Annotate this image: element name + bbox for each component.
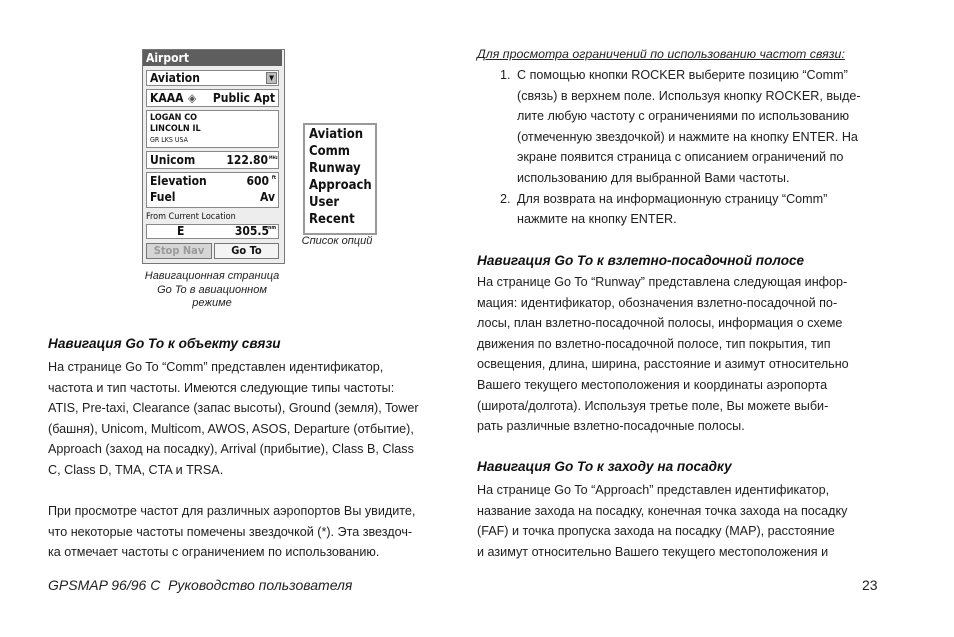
caption-line: Go To в авиационном bbox=[157, 283, 267, 296]
gps-distance-value: 305.5 bbox=[234, 224, 269, 238]
text-line: На странице Go To “Approach” представлен идентификатор, bbox=[477, 483, 830, 497]
text-line: ка отмечает частоты с ограничением по использованию. bbox=[48, 545, 380, 560]
footer-title: GPSMAP 96/96 C Руководство пользователя bbox=[48, 577, 353, 593]
gps-location-line: GR LKS USA bbox=[150, 136, 188, 144]
gps-frequency-unit: MHz bbox=[269, 155, 278, 160]
text-line: мация: идентификатор, обозначения взлетно-посадочной по- bbox=[477, 295, 838, 310]
caption-line: режиме bbox=[192, 297, 232, 309]
text-line: При просмотре частот для различных аэропортов Вы увидите, bbox=[48, 504, 416, 518]
step-number: 2. bbox=[500, 191, 511, 206]
text-line: С помощью кнопки ROCKER выберите позицию “Comm” bbox=[517, 68, 848, 82]
text-line: (башня), Unicom, Multicom, AWOS, ASOS, Departure (отбытие), bbox=[48, 421, 414, 436]
gps-identifier: KAAA bbox=[150, 91, 184, 105]
text-line: экране появится страница с описанием ограничений по bbox=[517, 150, 844, 165]
text-line: C, Class D, TMA, CTA и TRSA. bbox=[48, 462, 224, 477]
gps-mode-dropdown bbox=[146, 70, 279, 86]
gps-frequency-field bbox=[146, 151, 279, 169]
text-line: нажмите на кнопку ENTER. bbox=[517, 212, 677, 227]
gps-facility-type: Public Apt bbox=[212, 91, 275, 105]
paragraph-asterisk bbox=[48, 501, 453, 563]
gps-elevation-fuel-field bbox=[146, 172, 279, 208]
airport-symbol-icon: ◈ bbox=[188, 91, 197, 105]
gps-location-field bbox=[146, 110, 279, 148]
gps-location-line: LINCOLN IL bbox=[150, 124, 201, 134]
gps-frequency-label: Unicom bbox=[150, 153, 196, 167]
text-line: и азимут относительно Вашего текущего местоположения и bbox=[477, 544, 829, 559]
gps-elevation-value: 600 bbox=[246, 174, 269, 188]
gps-frequency-value: 122.80 bbox=[226, 153, 268, 167]
gps-fuel-value: Av bbox=[260, 190, 275, 204]
text-line: название захода на посадку, конечная точка захода на посадку bbox=[477, 503, 848, 518]
gps-bearing-value: E bbox=[177, 224, 185, 238]
text-line: (FAF) и точка пропуска захода на посадку (MAP), расстояние bbox=[477, 524, 835, 539]
chevron-down-icon: ▼ bbox=[266, 72, 277, 84]
gps-airport-screen bbox=[142, 49, 285, 264]
step-number: 1. bbox=[500, 68, 511, 82]
gps-distance-unit: nm bbox=[268, 225, 276, 231]
gps-bearing-distance-field bbox=[146, 224, 279, 239]
procedure-intro: Для просмотра ограничений по использованию частот связи: bbox=[477, 47, 845, 61]
text-line: Approach (заход на посадку), Arrival (прибытие), Class B, Class bbox=[48, 442, 414, 457]
paragraph-runway bbox=[477, 272, 887, 437]
option-item: Comm bbox=[309, 144, 350, 159]
procedure-steps bbox=[500, 65, 890, 230]
gps-elevation-label: Elevation bbox=[150, 174, 207, 188]
option-item: Runway bbox=[309, 161, 361, 176]
paragraph-approach bbox=[477, 480, 887, 562]
gps-mode-value: Aviation bbox=[150, 71, 200, 85]
caption-line: Навигационная страница bbox=[144, 270, 280, 282]
option-item: User bbox=[309, 195, 340, 210]
go-to-button: Go To bbox=[214, 243, 279, 259]
text-line: освещения, длина, ширина, расстояние и азимут относительно bbox=[477, 357, 849, 372]
step-2 bbox=[500, 189, 890, 230]
option-item: Approach bbox=[309, 178, 372, 193]
text-line: ATIS, Pre-taxi, Clearance (запас высоты), Ground (земля), Tower bbox=[48, 401, 419, 416]
section-heading-runway: Навигация Go To к взлетно-посадочной полосе bbox=[477, 253, 805, 268]
option-item: Aviation bbox=[309, 127, 364, 142]
options-list-screen bbox=[303, 123, 377, 235]
figure-caption-options: Список опций bbox=[301, 235, 373, 247]
paragraph-comm bbox=[48, 357, 453, 481]
option-item: Recent bbox=[309, 212, 355, 227]
gps-fuel-label: Fuel bbox=[150, 190, 176, 204]
stop-nav-button: Stop Nav bbox=[146, 243, 212, 259]
text-line: движения по взлетно-посадочной полосе, тип покрытия, тип bbox=[477, 336, 831, 351]
text-line: Для возврата на информационную страницу “Comm” bbox=[517, 191, 828, 206]
page-number: 23 bbox=[862, 577, 878, 593]
text-line: (связь) в верхнем поле. Используя кнопку ROCKER, выде- bbox=[517, 88, 861, 103]
figure-caption-gps bbox=[132, 270, 292, 311]
text-line: (отмеченную звездочкой) и нажмите на кнопку ENTER. На bbox=[517, 129, 858, 144]
gps-screen-title: Airport bbox=[143, 50, 282, 66]
gps-elevation-unit: ft bbox=[271, 175, 276, 181]
gps-identifier-field bbox=[146, 89, 279, 107]
section-heading-approach: Навигация Go To к заходу на посадку bbox=[477, 459, 732, 474]
text-line: частота и тип частоты. Имеются следующие типы частоты: bbox=[48, 380, 395, 395]
text-line: Вашего текущего местоположения и координаты аэропорта bbox=[477, 377, 828, 392]
text-line: На странице Go To “Runway” представлена следующая инфор- bbox=[477, 275, 848, 289]
text-line: использованию для выбранной Вами частоты. bbox=[517, 170, 790, 185]
text-line: что некоторые частоты помечены звездочкой (*). Эта звездоч- bbox=[48, 524, 413, 539]
text-line: (широта/долгота). Используя третье поле, Вы можете выби- bbox=[477, 398, 829, 413]
text-line: На странице Go To “Comm” представлен идентификатор, bbox=[48, 360, 384, 374]
gps-location-line: LOGAN CO bbox=[150, 113, 198, 123]
section-heading-comm: Навигация Go To к объекту связи bbox=[48, 336, 281, 351]
text-line: лосы, план взлетно-посадочной полосы, информация о схеме bbox=[477, 316, 843, 331]
text-line: рать различные взлетно-посадочные полосы. bbox=[477, 419, 745, 434]
text-line: лите любую частоту с ограничениями по использованию bbox=[517, 109, 850, 124]
gps-from-location-label: From Current Location bbox=[146, 212, 236, 222]
step-1 bbox=[500, 65, 890, 189]
